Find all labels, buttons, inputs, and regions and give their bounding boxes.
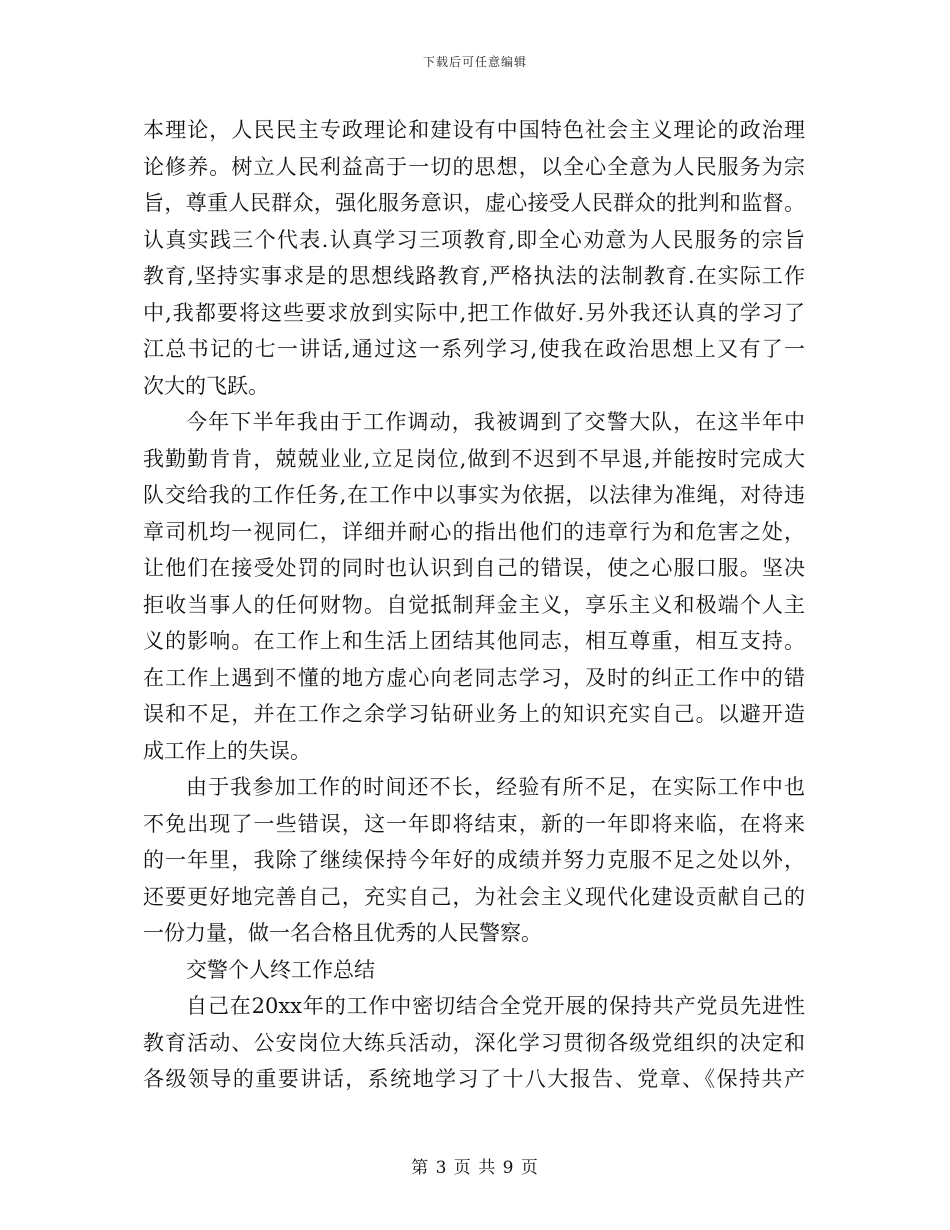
text-line: 义的影响。在工作上和生活上团结其他同志，相互尊重，相互支持。: [143, 629, 805, 653]
text-line: 一份力量，做一名合格且优秀的人民警察。: [143, 921, 542, 945]
text-line: 队交给我的工作任务,在工作中以事实为依据，以法律为准绳，对待违: [143, 483, 805, 507]
text-line: 让他们在接受处罚的同时也认识到自己的错误，使之心服口服。坚决: [143, 556, 805, 580]
text-line: 次大的飞跃。: [143, 373, 269, 398]
text-line: 本理论，人民民主专政理论和建设有中国特色社会主义理论的政治理: [143, 118, 805, 142]
text-line: 各级领导的重要讲话，系统地学习了十八大报告、党章、《保持共产: [143, 1067, 805, 1091]
paragraph: [143, 404, 805, 769]
section-heading-text: 交警个人终工作总结: [186, 957, 375, 982]
paragraph: [143, 112, 805, 404]
section-heading: [143, 952, 805, 989]
text-line: 的一年里，我除了继续保持今年好的成绩并努力克服不足之处以外，: [143, 848, 805, 872]
page-number-footer: 第 3 页 共 9 页: [411, 1158, 539, 1178]
text-line: 在工作上遇到不懂的地方虚心向老同志学习，及时的纠正工作中的错: [143, 665, 805, 690]
text-line: 拒收当事人的任何财物。自觉抵制拜金主义，享乐主义和极端个人主: [143, 592, 805, 617]
text-line: 旨，尊重人民群众，强化服务意识，虚心接受人民群众的批判和监督。: [143, 191, 805, 215]
paragraph: [143, 769, 805, 952]
text-line: 我勤勤肯肯，兢兢业业,立足岗位,做到不迟到不早退,并能按时完成大: [143, 446, 805, 471]
text-line: 误和不足，并在工作之余学习钻研业务上的知识充实自己。以避开造: [143, 702, 805, 726]
text-line: 论修养。树立人民利益高于一切的思想，以全心全意为人民服务为宗: [143, 154, 805, 179]
text-line: 认真实践三个代表.认真学习三项教育,即全心劝意为人民服务的宗旨: [143, 227, 805, 252]
document-body: [143, 112, 805, 1098]
text-line: 不免出现了一些错误，这一年即将结束，新的一年即将来临，在将来: [143, 811, 805, 836]
text-line: 教育活动、公安岗位大练兵活动，深化学习贯彻各级党组织的决定和: [143, 1030, 805, 1055]
text-line: 今年下半年我由于工作调动，我被调到了交警大队，在这半年中: [186, 410, 805, 434]
text-line: 中,我都要将这些要求放到实际中,把工作做好.另外我还认真的学习了: [143, 300, 805, 325]
text-line: 章司机均一视同仁，详细并耐心的指出他们的违章行为和危害之处，: [143, 519, 805, 544]
page-header: 下载后可任意编辑: [422, 55, 527, 69]
text-line: 还要更好地完善自己，充实自己，为社会主义现代化建设贡献自己的: [143, 884, 805, 909]
text-line: 江总书记的七一讲话,通过这一系列学习,使我在政治思想上又有了一: [143, 337, 805, 361]
text-line: 教育,坚持实事求是的思想线路教育,严格执法的法制教育.在实际工作: [143, 264, 805, 288]
paragraph: [143, 988, 805, 1098]
text-line: 自己在20xx年的工作中密切结合全党开展的保持共产党员先进性: [186, 994, 805, 1018]
text-line: 成工作上的失误。: [143, 738, 311, 763]
text-line: 由于我参加工作的时间还不长，经验有所不足，在实际工作中也: [186, 775, 805, 799]
